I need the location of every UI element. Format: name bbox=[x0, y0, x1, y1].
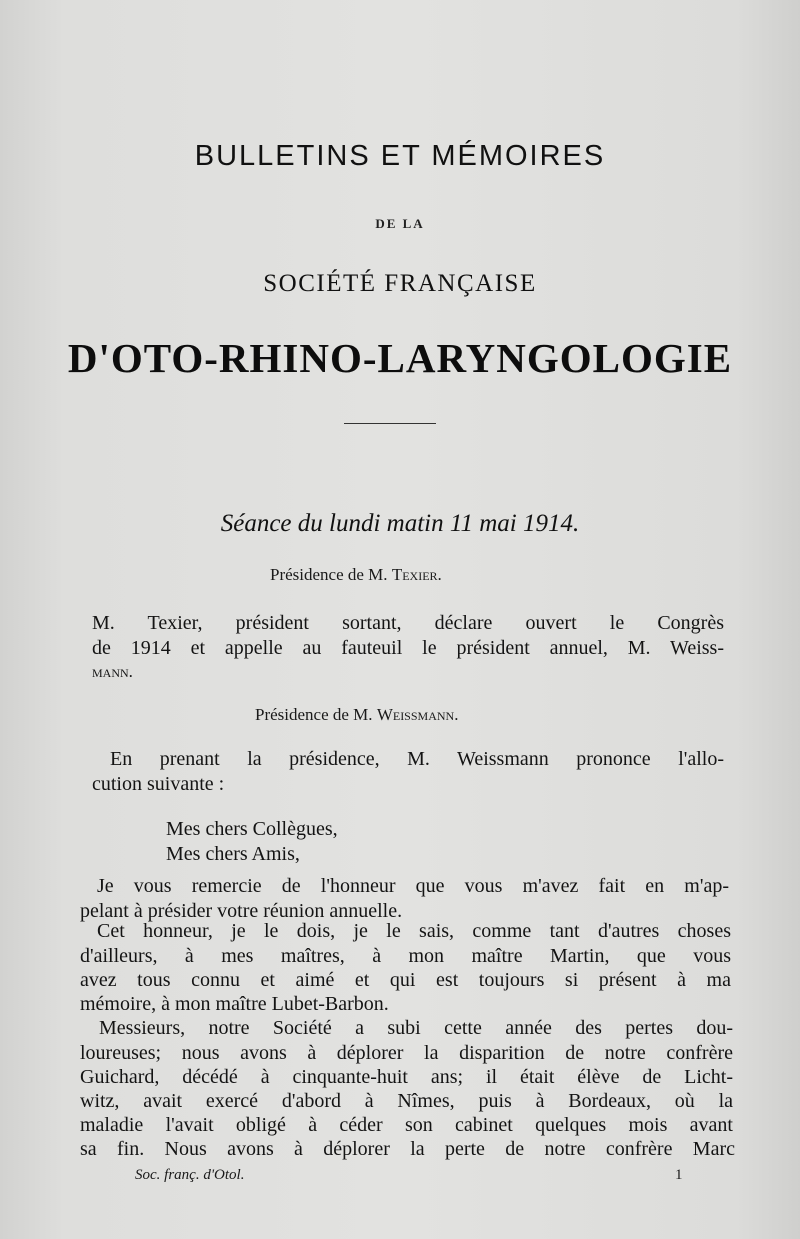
presidency-texier bbox=[270, 565, 442, 585]
paragraph-line: Cet honneur, je le dois, je le sais, comme tant d'autres choses bbox=[97, 920, 731, 942]
paragraph-line: mann. bbox=[92, 662, 133, 681]
paragraph-line: sa fin. Nous avons à déplorer la perte de notre confrère Marc bbox=[80, 1138, 735, 1160]
paragraph-line: Je vous remercie de l'honneur que vous m'avez fait en m'ap- bbox=[97, 875, 729, 897]
paragraph-line: avez tous connu et aimé et qui est toujours si présent à ma bbox=[80, 969, 731, 991]
paragraph-line: d'ailleurs, à mes maîtres, à mon maître Martin, que vous bbox=[80, 945, 731, 967]
paragraph-line: Messieurs, notre Société a subi cette année des pertes dou- bbox=[99, 1017, 733, 1039]
presidency-weissmann bbox=[255, 705, 458, 725]
presidency-prefix: Présidence de M. bbox=[255, 705, 377, 724]
footer-journal-abbrev: Soc. franç. d'Otol. bbox=[135, 1167, 245, 1183]
paragraph-line: pelant à présider votre réunion annuelle. bbox=[80, 900, 403, 922]
presidency-name: Weissmann. bbox=[376, 705, 459, 724]
title-de-la: DE LA bbox=[375, 216, 425, 231]
paragraph-line: mémoire, à mon maître Lubet-Barbon. bbox=[80, 993, 389, 1015]
title-bulletins: BULLETINS ET MÉMOIRES bbox=[194, 140, 606, 172]
paragraph-line: cution suivante : bbox=[92, 773, 225, 795]
session-heading: Séance du lundi matin 11 mai 1914. bbox=[220, 510, 580, 537]
paragraph-line: maladie l'avait obligé à céder son cabinet quelques mois avant bbox=[80, 1114, 733, 1136]
presidency-prefix: Présidence de M. bbox=[270, 565, 392, 584]
paragraph-line: Guichard, décédé à cinquante-huit ans; il était élève de Licht- bbox=[80, 1066, 733, 1088]
paragraph-line: loureuses; nous avons à déplorer la disparition de notre confrère bbox=[80, 1042, 733, 1064]
salutation: Mes chers Collègues, bbox=[166, 818, 338, 840]
footer-page-number: 1 bbox=[675, 1167, 683, 1183]
title-oto-rhino: D'OTO-RHINO-LARYNGOLOGIE bbox=[67, 335, 733, 381]
paragraph-line: M. Texier, président sortant, déclare ouvert le Congrès bbox=[92, 612, 724, 634]
paragraph-line: witz, avait exercé d'abord à Nîmes, puis à Bordeaux, où la bbox=[80, 1090, 733, 1112]
paragraph-line: de 1914 et appelle au fauteuil le président annuel, M. Weiss- bbox=[92, 637, 724, 659]
title-societe: SOCIÉTÉ FRANÇAISE bbox=[263, 270, 537, 297]
paragraph-line: En prenant la présidence, M. Weissmann prononce l'allo- bbox=[110, 748, 724, 770]
title-divider bbox=[344, 423, 436, 424]
presidency-name: Texier. bbox=[391, 565, 442, 584]
salutation: Mes chers Amis, bbox=[166, 843, 300, 865]
